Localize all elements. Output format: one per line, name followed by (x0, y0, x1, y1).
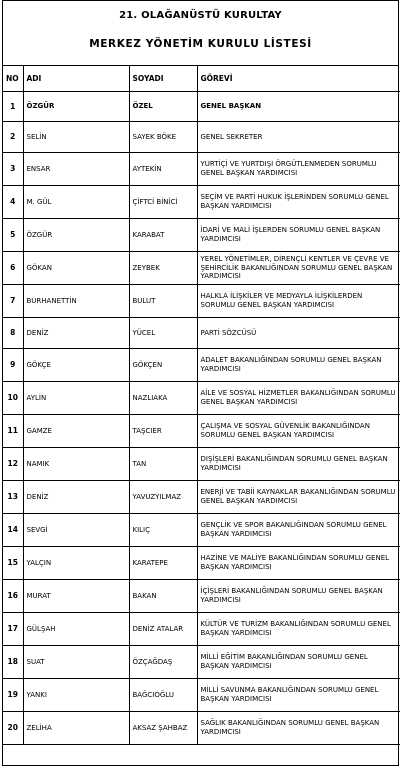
cell-gorevi: PARTİ SÖZCÜSÜ (197, 318, 400, 349)
cell-adi: SUAT (23, 646, 129, 679)
table-row (3, 514, 400, 547)
cell-gorevi: MİLLİ SAVUNMA BAKANLIĞINDAN SORUMLU GENEL BAŞKAN YARDIMCISI (197, 679, 400, 712)
cell-no: 16 (3, 580, 23, 613)
cell-gorevi: KÜLTÜR VE TURİZM BAKANLIĞINDAN SORUMLU GENEL BAŞKAN YARDIMCISI (197, 613, 400, 646)
document-header (3, 1, 398, 66)
cell-soyadi: TAN (129, 448, 197, 481)
cell-gorevi: İÇİŞLERİ BAKANLIĞINDAN SORUMLU GENEL BAŞKAN YARDIMCISI (197, 580, 400, 613)
cell-soyadi: ÖZEL (129, 92, 197, 122)
cell-no: 13 (3, 481, 23, 514)
column-header-gorevi: GÖREVİ (197, 66, 400, 92)
table-row (3, 580, 400, 613)
cell-soyadi: NAZLIAKA (129, 382, 197, 415)
cell-no: 15 (3, 547, 23, 580)
cell-adi: ÖZGÜR (23, 219, 129, 252)
cell-no: 11 (3, 415, 23, 448)
cell-gorevi: GENEL BAŞKAN (197, 92, 400, 122)
cell-gorevi: ADALET BAKANLIĞINDAN SORUMLU GENEL BAŞKAN YARDIMCISI (197, 349, 400, 382)
cell-gorevi: SEÇİM VE PARTİ HUKUK İŞLERİNDEN SORUMLU GENEL BAŞKAN YARDIMCISI (197, 186, 400, 219)
cell-adi: GAMZE (23, 415, 129, 448)
cell-adi: GÖKAN (23, 252, 129, 285)
cell-gorevi: GENEL SEKRETER (197, 122, 400, 153)
table-row (3, 382, 400, 415)
table-row (3, 481, 400, 514)
cell-adi: SELİN (23, 122, 129, 153)
cell-gorevi: AİLE VE SOSYAL HİZMETLER BAKANLIĞINDAN SORUMLU GENEL BAŞKAN YARDIMCISI (197, 382, 400, 415)
cell-no: 3 (3, 153, 23, 186)
cell-no: 2 (3, 122, 23, 153)
members-table (3, 66, 400, 745)
cell-adi: GÖKÇE (23, 349, 129, 382)
table-row (3, 613, 400, 646)
column-header-no: NO (3, 66, 23, 92)
cell-adi: DENİZ (23, 318, 129, 349)
cell-no: 20 (3, 712, 23, 745)
cell-no: 6 (3, 252, 23, 285)
table-row (3, 318, 400, 349)
cell-soyadi: BAĞCIOĞLU (129, 679, 197, 712)
cell-soyadi: DENİZ ATALAR (129, 613, 197, 646)
cell-soyadi: TAŞCIER (129, 415, 197, 448)
cell-soyadi: KARATEPE (129, 547, 197, 580)
cell-no: 18 (3, 646, 23, 679)
table-row (3, 349, 400, 382)
cell-adi: ENSAR (23, 153, 129, 186)
cell-adi: MURAT (23, 580, 129, 613)
cell-no: 4 (3, 186, 23, 219)
table-row (3, 646, 400, 679)
table-row (3, 448, 400, 481)
cell-no: 14 (3, 514, 23, 547)
cell-adi: AYLİN (23, 382, 129, 415)
table-row (3, 712, 400, 745)
cell-adi: YANKI (23, 679, 129, 712)
cell-soyadi: ZEYBEK (129, 252, 197, 285)
table-row (3, 415, 400, 448)
cell-no: 10 (3, 382, 23, 415)
table-row (3, 92, 400, 122)
cell-gorevi: SAĞLIK BAKANLIĞINDAN SORUMLU GENEL BAŞKAN YARDIMCISI (197, 712, 400, 745)
cell-soyadi: YAVUZYILMAZ (129, 481, 197, 514)
cell-adi: SEVGİ (23, 514, 129, 547)
document-sheet (2, 0, 399, 766)
cell-adi: ZELİHA (23, 712, 129, 745)
cell-soyadi: AKSAZ ŞAHBAZ (129, 712, 197, 745)
column-header-soyadi: SOYADI (129, 66, 197, 92)
cell-soyadi: SAYEK BÖKE (129, 122, 197, 153)
document-subtitle: MERKEZ YÖNETİM KURULU LİSTESİ (89, 38, 312, 50)
table-row (3, 547, 400, 580)
cell-gorevi: HAZİNE VE MALİYE BAKANLIĞINDAN SORUMLU GENEL BAŞKAN YARDIMCISI (197, 547, 400, 580)
cell-adi: BURHANETTİN (23, 285, 129, 318)
table-row (3, 153, 400, 186)
cell-adi: ÖZGÜR (23, 92, 129, 122)
cell-gorevi: DIŞİŞLERİ BAKANLIĞINDAN SORUMLU GENEL BAŞKAN YARDIMCISI (197, 448, 400, 481)
cell-no: 7 (3, 285, 23, 318)
cell-gorevi: YEREL YÖNETİMLER, DİRENÇLİ KENTLER VE ÇEVRE VE ŞEHİRCİLİK BAKANLIĞINDAN SORUMLU GENEL BAŞKAN YARDIMCISI (197, 252, 400, 285)
cell-soyadi: ÇİFTCİ BİNİCİ (129, 186, 197, 219)
cell-gorevi: ENERJİ VE TABİİ KAYNAKLAR BAKANLIĞINDAN SORUMLU GENEL BAŞKAN YARDIMCISI (197, 481, 400, 514)
cell-soyadi: ÖZÇAĞDAŞ (129, 646, 197, 679)
cell-adi: M. GÜL (23, 186, 129, 219)
cell-soyadi: BULUT (129, 285, 197, 318)
cell-no: 19 (3, 679, 23, 712)
cell-no: 5 (3, 219, 23, 252)
cell-no: 12 (3, 448, 23, 481)
cell-soyadi: AYTEKİN (129, 153, 197, 186)
document-title: 21. OLAĞANÜSTÜ KURULTAY (119, 10, 282, 21)
table-row (3, 285, 400, 318)
cell-no: 17 (3, 613, 23, 646)
cell-adi: DENİZ (23, 481, 129, 514)
cell-no: 9 (3, 349, 23, 382)
table-row (3, 679, 400, 712)
cell-soyadi: KARABAT (129, 219, 197, 252)
cell-soyadi: GÖKÇEN (129, 349, 197, 382)
cell-adi: GÜLŞAH (23, 613, 129, 646)
cell-gorevi: HALKLA İLİŞKİLER VE MEDYAYLA İLİŞKİLERDEN SORUMLU GENEL BAŞKAN YARDIMCISI (197, 285, 400, 318)
cell-soyadi: KILIÇ (129, 514, 197, 547)
cell-soyadi: YÜCEL (129, 318, 197, 349)
cell-adi: YALÇIN (23, 547, 129, 580)
table-row (3, 186, 400, 219)
cell-gorevi: MİLLİ EĞİTİM BAKANLIĞINDAN SORUMLU GENEL BAŞKAN YARDIMCISI (197, 646, 400, 679)
column-header-adi: ADI (23, 66, 129, 92)
cell-no: 1 (3, 92, 23, 122)
table-row (3, 252, 400, 285)
table-header-row (3, 66, 400, 92)
cell-gorevi: YURTİÇİ VE YURTDIŞI ÖRGÜTLENMEDEN SORUMLU GENEL BAŞKAN YARDIMCISI (197, 153, 400, 186)
cell-gorevi: ÇALIŞMA VE SOSYAL GÜVENLİK BAKANLIĞINDAN SORUMLU GENEL BAŞKAN YARDIMCISI (197, 415, 400, 448)
table-row (3, 122, 400, 153)
cell-soyadi: BAKAN (129, 580, 197, 613)
cell-gorevi: İDARİ VE MALİ İŞLERDEN SORUMLU GENEL BAŞKAN YARDIMCISI (197, 219, 400, 252)
table-row (3, 219, 400, 252)
cell-no: 8 (3, 318, 23, 349)
cell-gorevi: GENÇLİK VE SPOR BAKANLIĞINDAN SORUMLU GENEL BAŞKAN YARDIMCISI (197, 514, 400, 547)
cell-adi: NAMIK (23, 448, 129, 481)
